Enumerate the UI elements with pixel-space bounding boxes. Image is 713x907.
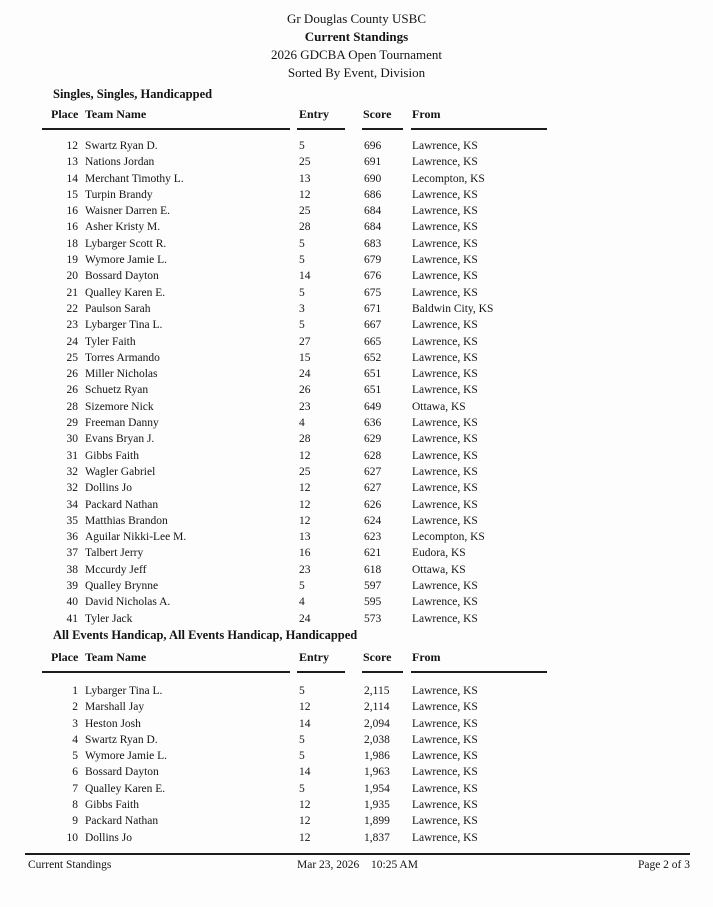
standings-row (0, 732, 713, 748)
table-header-all-events (0, 650, 713, 676)
place-cell: 39 (66, 580, 78, 593)
footer-divider (25, 853, 690, 855)
team-name-cell: Lybarger Scott R. (85, 237, 167, 250)
entry-cell: 13 (299, 531, 311, 544)
entry-cell: 12 (299, 482, 311, 495)
entry-cell: 25 (299, 156, 311, 169)
team-name-cell: Wagler Gabriel (85, 465, 156, 478)
from-cell: Lecompton, KS (412, 531, 485, 544)
team-name-cell: Dollins Jo (85, 831, 132, 844)
score-cell: 675 (364, 286, 382, 299)
score-cell: 2,114 (364, 701, 390, 714)
score-cell: 671 (364, 302, 382, 315)
from-cell: Lawrence, KS (412, 750, 478, 763)
from-cell: Lawrence, KS (412, 433, 478, 446)
header-underline (362, 671, 403, 673)
from-cell: Lawrence, KS (412, 831, 478, 844)
from-cell: Lawrence, KS (412, 815, 478, 828)
from-cell: Lawrence, KS (412, 717, 478, 730)
team-name-cell: Turpin Brandy (85, 188, 153, 201)
section-title-singles: Singles, Singles, Handicapped (53, 87, 213, 101)
standings-row (0, 415, 713, 431)
team-name-cell: Packard Nathan (85, 815, 159, 828)
entry-cell: 12 (299, 188, 311, 201)
score-cell: 683 (364, 237, 382, 250)
standings-row (0, 813, 713, 829)
from-cell: Lawrence, KS (412, 156, 478, 169)
from-cell: Baldwin City, KS (412, 302, 494, 315)
place-cell: 32 (66, 465, 78, 478)
team-name-cell: Bossard Dayton (85, 766, 159, 779)
place-cell: 9 (72, 815, 78, 828)
score-cell: 595 (364, 596, 382, 609)
team-name-cell: Bossard Dayton (85, 270, 159, 283)
score-cell: 684 (364, 221, 382, 234)
team-name-cell: Nations Jordan (85, 156, 155, 169)
standings-row (0, 513, 713, 529)
entry-cell: 12 (299, 449, 311, 462)
place-cell: 31 (66, 449, 78, 462)
standings-table-all-events (0, 683, 713, 846)
score-cell: 651 (364, 384, 382, 397)
from-cell: Lawrence, KS (412, 351, 478, 364)
team-name-cell: Qualley Brynne (85, 580, 159, 593)
standings-row (0, 350, 713, 366)
place-cell: 37 (66, 547, 78, 560)
score-cell: 2,038 (364, 733, 390, 746)
from-cell: Lawrence, KS (412, 498, 478, 511)
standings-row (0, 699, 713, 715)
team-name-cell: Qualley Karen E. (85, 782, 166, 795)
from-cell: Lawrence, KS (412, 449, 478, 462)
standings-row (0, 464, 713, 480)
entry-cell: 25 (299, 465, 311, 478)
entry-cell: 27 (299, 335, 311, 348)
score-cell: 1,837 (364, 831, 390, 844)
entry-cell: 5 (299, 782, 305, 795)
place-cell: 15 (66, 188, 78, 201)
entry-cell: 28 (299, 221, 311, 234)
column-header-score: Score (363, 650, 392, 664)
score-cell: 618 (364, 563, 382, 576)
score-cell: 1,986 (364, 750, 390, 763)
entry-cell: 15 (299, 351, 311, 364)
standings-row (0, 252, 713, 268)
place-cell: 34 (66, 498, 78, 511)
place-cell: 1 (72, 685, 78, 697)
sort-note: Sorted By Event, Division (287, 65, 426, 80)
team-name-cell: Miller Nicholas (85, 368, 158, 381)
organization-name: Gr Douglas County USBC (286, 11, 427, 26)
team-name-cell: Swartz Ryan D. (85, 140, 158, 152)
team-name-cell: Tyler Faith (85, 335, 136, 348)
standings-row (0, 236, 713, 252)
entry-cell: 4 (299, 596, 305, 609)
score-cell: 1,963 (364, 766, 390, 779)
score-cell: 667 (364, 319, 382, 332)
team-name-cell: Mccurdy Jeff (85, 563, 147, 576)
team-name-cell: Talbert Jerry (85, 547, 144, 560)
entry-cell: 26 (299, 384, 311, 397)
place-cell: 13 (66, 156, 78, 169)
place-cell: 22 (66, 302, 78, 315)
entry-cell: 12 (299, 831, 311, 844)
score-cell: 636 (364, 417, 382, 430)
place-cell: 7 (72, 782, 78, 795)
table-header-singles (0, 107, 713, 133)
place-cell: 30 (66, 433, 78, 446)
entry-cell: 5 (299, 237, 305, 250)
team-name-cell: Merchant Timothy L. (85, 172, 184, 185)
place-cell: 3 (72, 717, 78, 730)
score-cell: 629 (364, 433, 382, 446)
score-cell: 627 (364, 482, 382, 495)
header-underline (411, 128, 547, 130)
place-cell: 32 (66, 482, 78, 495)
entry-cell: 12 (299, 815, 311, 828)
entry-cell: 14 (299, 717, 311, 730)
score-cell: 623 (364, 531, 382, 544)
entry-cell: 5 (299, 254, 305, 267)
standings-row (0, 781, 713, 797)
column-header-team-name: Team Name (85, 107, 147, 121)
column-header-from: From (412, 650, 441, 664)
standings-row (0, 497, 713, 513)
team-name-cell: Tyler Jack (85, 612, 133, 625)
team-name-cell: Sizemore Nick (85, 400, 154, 413)
entry-cell: 5 (299, 733, 305, 746)
place-cell: 12 (66, 140, 78, 152)
standings-row (0, 317, 713, 333)
place-cell: 23 (66, 319, 78, 332)
team-name-cell: Dollins Jo (85, 482, 132, 495)
entry-cell: 13 (299, 172, 311, 185)
standings-row (0, 366, 713, 382)
team-name-cell: Gibbs Faith (85, 449, 139, 462)
standings-row (0, 285, 713, 301)
tournament-name: 2026 GDCBA Open Tournament (270, 47, 443, 62)
score-cell: 597 (364, 580, 382, 593)
score-cell: 621 (364, 547, 382, 560)
from-cell: Lawrence, KS (412, 782, 478, 795)
place-cell: 10 (66, 831, 78, 844)
standings-row (0, 138, 713, 154)
footer-page-number: Page 2 of 3 (637, 859, 690, 871)
entry-cell: 12 (299, 701, 311, 714)
standings-row (0, 611, 713, 627)
entry-cell: 5 (299, 685, 305, 697)
standings-row (0, 683, 713, 699)
from-cell: Lawrence, KS (412, 140, 478, 152)
team-name-cell: Gibbs Faith (85, 799, 139, 812)
document-header (0, 10, 713, 82)
report-title: Current Standings (304, 29, 409, 44)
team-name-cell: Wymore Jamie L. (85, 750, 168, 763)
standings-row (0, 219, 713, 235)
team-name-cell: Paulson Sarah (85, 302, 151, 315)
place-cell: 26 (66, 384, 78, 397)
standings-row (0, 529, 713, 545)
standings-row (0, 797, 713, 813)
entry-cell: 23 (299, 400, 311, 413)
standings-row (0, 203, 713, 219)
place-cell: 35 (66, 514, 78, 527)
team-name-cell: Evans Bryan J. (85, 433, 155, 446)
team-name-cell: Heston Josh (85, 717, 141, 730)
entry-cell: 5 (299, 580, 305, 593)
entry-cell: 5 (299, 286, 305, 299)
from-cell: Lawrence, KS (412, 465, 478, 478)
place-cell: 20 (66, 270, 78, 283)
team-name-cell: Torres Armando (85, 351, 160, 364)
from-cell: Lawrence, KS (412, 612, 478, 625)
score-cell: 691 (364, 156, 382, 169)
team-name-cell: Swartz Ryan D. (85, 733, 158, 746)
column-header-place: Place (51, 107, 79, 121)
place-cell: 16 (66, 205, 78, 218)
team-name-cell: David Nicholas A. (85, 596, 171, 609)
place-cell: 24 (66, 335, 78, 348)
standings-row (0, 268, 713, 284)
entry-cell: 12 (299, 514, 311, 527)
standings-row (0, 545, 713, 561)
column-header-team-name: Team Name (85, 650, 147, 664)
from-cell: Lawrence, KS (412, 766, 478, 779)
place-cell: 2 (72, 701, 78, 714)
team-name-cell: Wymore Jamie L. (85, 254, 168, 267)
from-cell: Lawrence, KS (412, 368, 478, 381)
header-underline (411, 671, 547, 673)
page-footer (0, 859, 713, 879)
place-cell: 5 (72, 750, 78, 763)
from-cell: Lawrence, KS (412, 799, 478, 812)
place-cell: 21 (66, 286, 78, 299)
entry-cell: 5 (299, 140, 305, 152)
place-cell: 26 (66, 368, 78, 381)
entry-cell: 12 (299, 498, 311, 511)
score-cell: 1,899 (364, 815, 390, 828)
entry-cell: 14 (299, 270, 311, 283)
standings-row (0, 431, 713, 447)
place-cell: 4 (72, 733, 78, 746)
entry-cell: 4 (299, 417, 305, 430)
from-cell: Lawrence, KS (412, 514, 478, 527)
score-cell: 676 (364, 270, 382, 283)
score-cell: 649 (364, 400, 382, 413)
standings-row (0, 448, 713, 464)
from-cell: Ottawa, KS (412, 400, 466, 413)
team-name-cell: Schuetz Ryan (85, 384, 149, 397)
score-cell: 2,094 (364, 717, 390, 730)
score-cell: 684 (364, 205, 382, 218)
standings-row (0, 399, 713, 415)
from-cell: Lawrence, KS (412, 417, 478, 430)
score-cell: 665 (364, 335, 382, 348)
entry-cell: 25 (299, 205, 311, 218)
place-cell: 36 (66, 531, 78, 544)
column-header-entry: Entry (299, 107, 329, 121)
score-cell: 626 (364, 498, 382, 511)
place-cell: 19 (66, 254, 78, 267)
standings-row (0, 764, 713, 780)
column-header-entry: Entry (299, 650, 329, 664)
from-cell: Lawrence, KS (412, 254, 478, 267)
header-underline (297, 128, 345, 130)
from-cell: Lawrence, KS (412, 335, 478, 348)
place-cell: 40 (66, 596, 78, 609)
team-name-cell: Freeman Danny (85, 417, 159, 430)
header-underline (42, 128, 290, 130)
score-cell: 696 (364, 140, 382, 152)
score-cell: 628 (364, 449, 382, 462)
from-cell: Lawrence, KS (412, 482, 478, 495)
place-cell: 25 (66, 351, 78, 364)
standings-row (0, 578, 713, 594)
score-cell: 1,935 (364, 799, 390, 812)
place-cell: 16 (66, 221, 78, 234)
from-cell: Lawrence, KS (412, 221, 478, 234)
section-title-all-events: All Events Handicap, All Events Handicap, Handicapped (53, 628, 358, 642)
team-name-cell: Matthias Brandon (85, 514, 168, 527)
column-header-from: From (412, 107, 441, 121)
score-cell: 652 (364, 351, 382, 364)
team-name-cell: Packard Nathan (85, 498, 159, 511)
entry-cell: 28 (299, 433, 311, 446)
entry-cell: 14 (299, 766, 311, 779)
score-cell: 627 (364, 465, 382, 478)
footer-time: 10:25 AM (371, 859, 418, 871)
team-name-cell: Aguilar Nikki-Lee M. (85, 531, 187, 544)
from-cell: Lawrence, KS (412, 685, 478, 697)
entry-cell: 5 (299, 319, 305, 332)
standings-row (0, 382, 713, 398)
entry-cell: 5 (299, 750, 305, 763)
standings-row (0, 301, 713, 317)
place-cell: 41 (66, 612, 78, 625)
team-name-cell: Waisner Darren E. (85, 205, 170, 218)
entry-cell: 16 (299, 547, 311, 560)
place-cell: 29 (66, 417, 78, 430)
from-cell: Lawrence, KS (412, 319, 478, 332)
team-name-cell: Lybarger Tina L. (85, 319, 163, 332)
from-cell: Eudora, KS (412, 547, 466, 560)
from-cell: Lawrence, KS (412, 188, 478, 201)
from-cell: Ottawa, KS (412, 563, 466, 576)
score-cell: 2,115 (364, 685, 390, 697)
from-cell: Lawrence, KS (412, 270, 478, 283)
from-cell: Lawrence, KS (412, 580, 478, 593)
standings-row (0, 480, 713, 496)
standings-table-singles (0, 138, 713, 627)
standings-row (0, 187, 713, 203)
score-cell: 651 (364, 368, 382, 381)
standings-row (0, 716, 713, 732)
from-cell: Lawrence, KS (412, 701, 478, 714)
from-cell: Lawrence, KS (412, 205, 478, 218)
place-cell: 28 (66, 400, 78, 413)
standings-row (0, 830, 713, 846)
score-cell: 1,954 (364, 782, 390, 795)
header-underline (42, 671, 290, 673)
standings-row (0, 594, 713, 610)
from-cell: Lawrence, KS (412, 384, 478, 397)
team-name-cell: Qualley Karen E. (85, 286, 166, 299)
footer-date: Mar 23, 2026 (297, 859, 360, 871)
entry-cell: 12 (299, 799, 311, 812)
place-cell: 14 (66, 172, 78, 185)
from-cell: Lawrence, KS (412, 596, 478, 609)
standings-row (0, 154, 713, 170)
from-cell: Lecompton, KS (412, 172, 485, 185)
place-cell: 18 (66, 237, 78, 250)
footer-report-name: Current Standings (28, 859, 112, 871)
from-cell: Lawrence, KS (412, 237, 478, 250)
score-cell: 624 (364, 514, 382, 527)
standings-row (0, 562, 713, 578)
column-header-place: Place (51, 650, 79, 664)
score-cell: 573 (364, 612, 382, 625)
column-header-score: Score (363, 107, 392, 121)
entry-cell: 24 (299, 368, 311, 381)
from-cell: Lawrence, KS (412, 286, 478, 299)
header-underline (362, 128, 403, 130)
team-name-cell: Marshall Jay (85, 701, 145, 714)
entry-cell: 3 (299, 302, 305, 315)
team-name-cell: Asher Kristy M. (85, 221, 161, 234)
score-cell: 686 (364, 188, 382, 201)
header-underline (297, 671, 345, 673)
standings-row (0, 748, 713, 764)
place-cell: 6 (72, 766, 78, 779)
standings-row (0, 334, 713, 350)
entry-cell: 23 (299, 563, 311, 576)
place-cell: 8 (72, 799, 78, 812)
score-cell: 690 (364, 172, 382, 185)
place-cell: 38 (66, 563, 78, 576)
team-name-cell: Lybarger Tina L. (85, 685, 163, 697)
from-cell: Lawrence, KS (412, 733, 478, 746)
entry-cell: 24 (299, 612, 311, 625)
standings-row (0, 171, 713, 187)
score-cell: 679 (364, 254, 382, 267)
